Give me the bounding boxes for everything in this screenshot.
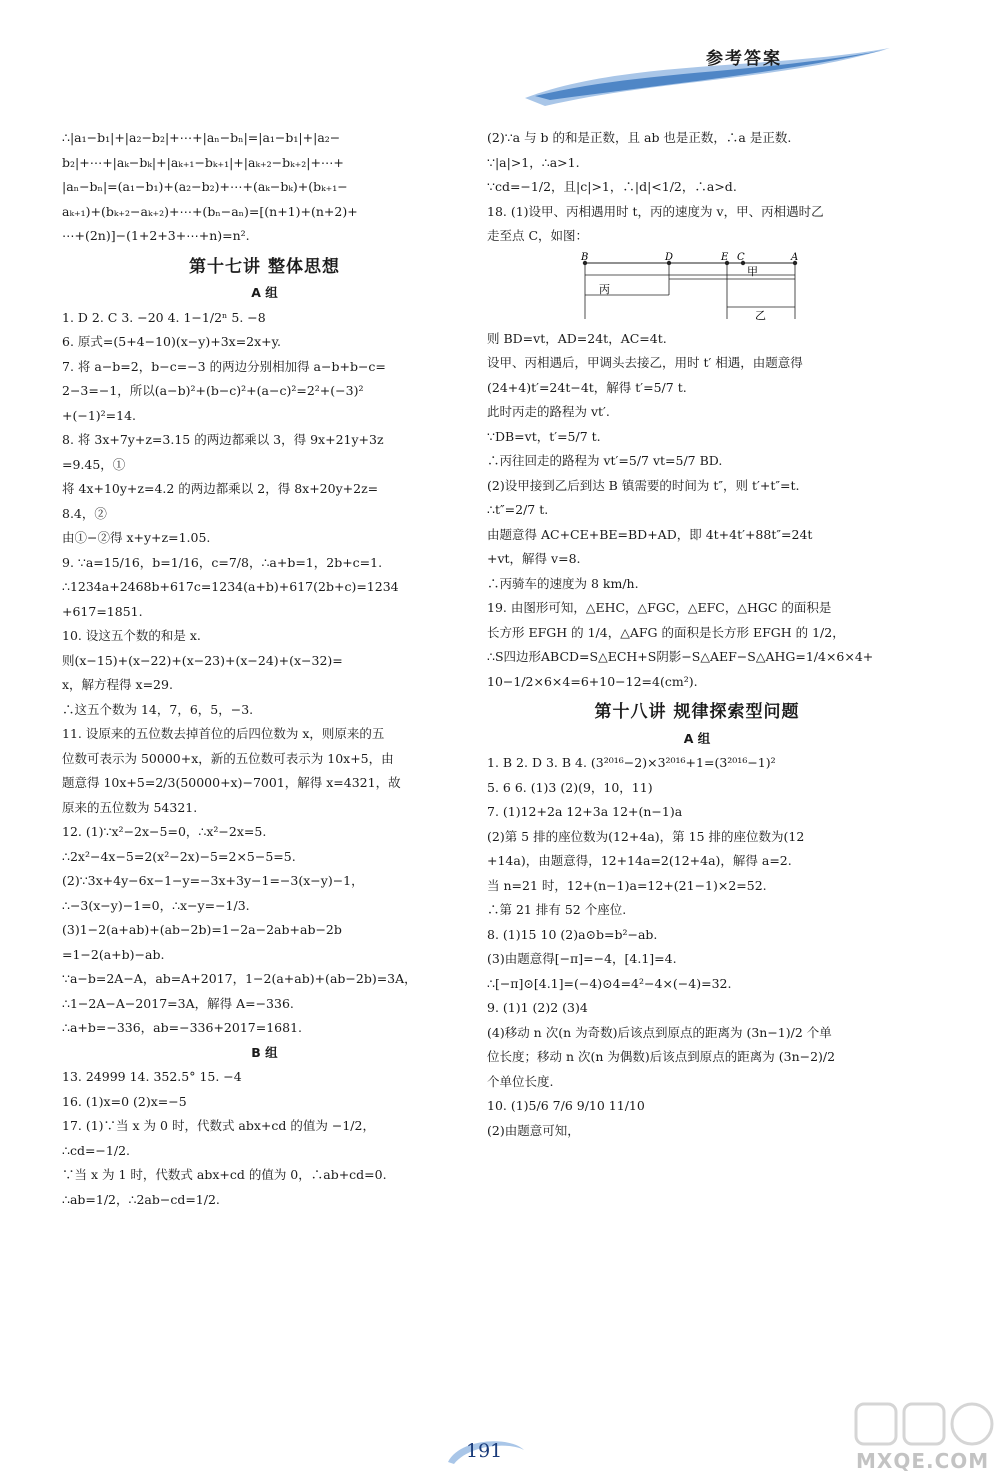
- right-column: [487, 126, 907, 1143]
- right-mid-line: 则 BD=vt，AD=24t，AC=4t.: [487, 330, 667, 346]
- right-mid-block: [487, 327, 907, 695]
- group-a-label-18: A 组: [683, 730, 711, 746]
- right-group-a-line: 10. (1)5/6 7/6 9/10 11/10: [487, 1098, 645, 1113]
- right-group-a-line: ∴[−π]⊙[4.1]=(−4)⊙4=4²−4×(−4)=32.: [487, 975, 732, 991]
- right-mid-line: ∵DB=vt，t′=5/7 t.: [487, 428, 601, 444]
- left-group-a-line: 则(x−15)+(x−22)+(x−23)+(x−24)+(x−32)=: [62, 652, 343, 668]
- left-top-line: ⋯+(2n)]−(1+2+3+⋯+n)=n².: [62, 228, 250, 243]
- right-top-line: ∵cd=−1/2，且|c|>1，∴|d|<1/2，∴a>d.: [487, 179, 737, 194]
- left-group-a-line: ∴1234a+2468b+617c=1234(a+b)+617(2b+c)=1234: [62, 579, 399, 594]
- left-group-a-line: (2)∵3x+4y−6x−1−y=−3x+3y−1=−3(x−y)−1，: [62, 873, 364, 888]
- right-mid-line: 由题意得 AC+CE+BE=BD+AD，即 4t+4t′+88t″=24t: [487, 526, 813, 542]
- left-group-a-line: 8.4，②: [62, 505, 107, 521]
- left-top-line: |aₙ−bₙ|=(a₁−b₁)+(a₂−b₂)+⋯+(aₖ−bₖ)+(bₖ₊₁−: [62, 179, 348, 194]
- right-group-a-line: 8. (1)15 10 (2)a⊙b=b²−ab.: [487, 926, 658, 942]
- left-group-a-line: 位数可表示为 50000+x，新的五位数可表示为 10x+5，由: [62, 750, 394, 766]
- right-group-a-line: (2)第 5 排的座位数为(12+4a)，第 15 排的座位数为(12: [487, 828, 805, 844]
- header-swoosh-decoration: [505, 40, 895, 110]
- right-top-line: 走至点 C，如图：: [487, 228, 589, 243]
- left-group-a-line: 原来的五位数为 54321.: [62, 799, 198, 815]
- left-group-a-line: 8. 将 3x+7y+z=3.15 的两边都乘以 3，得 9x+21y+3z: [62, 432, 384, 447]
- label-yi: 乙: [755, 308, 766, 322]
- right-mid-line: ∴S四边形ABCD=S△ECH+S阴影−S△AEF−S△AHG=1/4×6×4+: [487, 649, 874, 664]
- left-group-a-line: 11. 设原来的五位数去掉首位的后四位数为 x，则原来的五: [62, 726, 385, 741]
- left-group-a-line: 9. ∵a=15/16，b=1/16，c=7/8，∴a+b=1，2b+c=1.: [62, 554, 383, 570]
- left-group-b-line: ∴cd=−1/2.: [62, 1142, 130, 1158]
- left-group-a-line: x，解方程得 x=29.: [62, 677, 173, 692]
- right-mid-line: 长方形 EFGH 的 1/4，△AFG 的面积是长方形 EFGH 的 1/2，: [487, 624, 845, 640]
- right-group-a-block: [487, 751, 907, 1143]
- point-label-e: E: [721, 251, 729, 263]
- watermark-text: MXQE.COM: [856, 1449, 990, 1473]
- left-group-a-line: 7. 将 a−b=2，b−c=−3 的两边分别相加得 a−b+b−c=: [62, 358, 386, 374]
- group-a-label-17: A 组: [251, 285, 278, 300]
- section-title-18: 第十八讲 规律探索型问题: [594, 702, 800, 722]
- left-group-b-line: 13. 24999 14. 352.5° 15. −4: [62, 1069, 242, 1084]
- left-group-a-line: 1. D 2. C 3. −20 4. 1−1/2ⁿ 5. −8: [62, 309, 266, 325]
- left-group-a-line: ∴2x²−4x−5=2(x²−2x)−5=2×5−5=5.: [62, 848, 296, 864]
- right-group-a-line: (4)移动 n 次(n 为奇数)后该点到原点的距离为 (3n−1)/2 个单: [487, 1024, 832, 1040]
- right-mid-line: (2)设甲接到乙后到达 B 镇需要的时间为 t″，则 t′+t″=t.: [487, 477, 800, 493]
- right-top-line: ∵|a|>1，∴a>1.: [487, 154, 580, 170]
- right-mid-line: 设甲、丙相遇后，甲调头去接乙，用时 t′ 相遇，由题意得: [487, 355, 803, 370]
- left-group-a-line: (3)1−2(a+ab)+(ab−2b)=1−2a−2ab+ab−2b: [62, 922, 342, 937]
- right-group-a-line: 5. 6 6. (1)3 (2)(9，10，11): [487, 779, 653, 795]
- left-group-a-line: 2−3=−1，所以(a−b)²+(b−c)²+(a−c)²=2²+(−3)²: [62, 383, 364, 398]
- point-label-d: D: [665, 251, 674, 263]
- left-group-b-line: ∵当 x 为 1 时，代数式 abx+cd 的值为 0，∴ab+cd=0.: [62, 1167, 387, 1182]
- page-number: 191: [466, 1440, 503, 1462]
- right-group-a-line: 个单位长度.: [487, 1073, 554, 1089]
- right-mid-line: ∴t″=2/7 t.: [487, 502, 549, 517]
- left-group-a-line: ∴a+b=−336，ab=−336+2017=1681.: [62, 1020, 302, 1035]
- label-bing: 丙: [599, 282, 610, 296]
- left-group-a-line: ∵a−b=2A−A，ab=A+2017，1−2(a+ab)+(ab−2b)=3A，: [62, 971, 417, 986]
- right-group-a-line: 当 n=21 时，12+(n−1)a=12+(21−1)×2=52.: [487, 877, 767, 893]
- left-group-b-line: 16. (1)x=0 (2)x=−5: [62, 1093, 187, 1109]
- left-group-a-line: 题意得 10x+5=2/3(50000+x)−7001，解得 x=4321，故: [62, 775, 401, 790]
- left-group-a-line: +(−1)²=14.: [62, 407, 137, 423]
- figure-18-diagram: [577, 251, 807, 323]
- right-top-line: (2)∵a 与 b 的和是正数，且 ab 也是正数，∴a 是正数.: [487, 130, 792, 145]
- point-label-b: B: [581, 251, 589, 263]
- right-group-a-line: +14a)，由题意得，12+14a=2(12+4a)，解得 a=2.: [487, 853, 792, 868]
- right-group-a-line: 9. (1)1 (2)2 (3)4: [487, 1000, 588, 1015]
- left-top-line: ∴|a₁−b₁|+|a₂−b₂|+⋯+|aₙ−bₙ|=|a₁−b₁|+|a₂−: [62, 130, 341, 145]
- point-label-c: C: [737, 251, 745, 263]
- right-mid-line: 10−1/2×6×4=6+10−12=4(cm²).: [487, 673, 698, 689]
- left-group-a-line: ∴这五个数为 14，7，6，5，−3.: [62, 701, 254, 717]
- right-top-line: 18. (1)设甲、丙相遇用时 t，丙的速度为 v，甲、丙相遇时乙: [487, 203, 824, 219]
- right-mid-line: (24+4)t′=24t−4t，解得 t′=5/7 t.: [487, 379, 687, 395]
- page-number-badge: [440, 1432, 530, 1472]
- left-group-a-line: ∴−3(x−y)−1=0，∴x−y=−1/3.: [62, 897, 250, 913]
- right-group-a-line: ∴第 21 排有 52 个座位.: [487, 902, 627, 917]
- left-group-a-line: +617=1851.: [62, 603, 143, 619]
- left-top-line: aₖ₊₁)+(bₖ₊₂−aₖ₊₂)+⋯+(bₙ−aₙ)=[(n+1)+(n+2)+: [62, 203, 358, 219]
- point-label-a: A: [791, 251, 799, 263]
- left-group-b-line: ∴ab=1/2，∴2ab−cd=1/2.: [62, 1191, 220, 1207]
- right-group-a-line: (3)由题意得[−π]=−4，[4.1]=4.: [487, 951, 677, 966]
- right-mid-line: +vt，解得 v=8.: [487, 551, 581, 566]
- group-b-label-17: B 组: [251, 1044, 278, 1060]
- right-mid-line: 19. 由图形可知，△EHC，△FGC，△EFC，△HGC 的面积是: [487, 600, 832, 615]
- left-group-b-block: [62, 1065, 467, 1212]
- left-group-a-line: =1−2(a+b)−ab.: [62, 946, 165, 962]
- right-top-block: [487, 126, 907, 249]
- left-top-block: [62, 126, 467, 249]
- right-mid-line: ∴丙往回走的路程为 vt′=5/7 vt=5/7 BD.: [487, 453, 723, 468]
- right-group-a-line: 7. (1)12+2a 12+3a 12+(n−1)a: [487, 804, 683, 819]
- left-group-a-line: 由①−②得 x+y+z=1.05.: [62, 530, 211, 545]
- left-group-a-block: [62, 306, 467, 1041]
- left-group-a-line: ∴1−2A−A−2017=3A，解得 A=−336.: [62, 995, 294, 1011]
- right-mid-line: ∴丙骑车的速度为 8 km/h.: [487, 575, 639, 591]
- left-group-a-line: =9.45，①: [62, 456, 126, 472]
- right-group-a-line: 位长度；移动 n 次(n 为偶数)后该点到原点的距离为 (3n−2)/2: [487, 1049, 836, 1064]
- segment-diagram: [577, 251, 807, 323]
- right-group-a-line: (2)由题意可知，: [487, 1122, 580, 1138]
- left-group-a-line: 6. 原式=(5+4−10)(x−y)+3x=2x+y.: [62, 334, 282, 349]
- label-jia: 甲: [747, 264, 758, 278]
- right-group-a-line: 1. B 2. D 3. B 4. (3²⁰¹⁶−2)×3²⁰¹⁶+1=(3²⁰¹⁶−1)²: [487, 755, 776, 770]
- left-column: [62, 126, 467, 1212]
- left-group-a-line: 10. 设这五个数的和是 x.: [62, 628, 201, 643]
- section-title-17: 第十七讲 整体思想: [189, 256, 340, 277]
- left-top-line: b₂|+⋯+|aₖ−bₖ|+|aₖ₊₁−bₖ₊₁|+|aₖ₊₂−bₖ₊₂|+⋯+: [62, 154, 344, 170]
- left-group-a-line: 将 4x+10y+z=4.2 的两边都乘以 2，得 8x+20y+2z=: [62, 481, 379, 496]
- left-group-a-line: 12. (1)∵x²−2x−5=0，∴x²−2x=5.: [62, 824, 267, 839]
- header-title: 参考答案: [706, 49, 782, 69]
- right-mid-line: 此时丙走的路程为 vt′.: [487, 404, 610, 419]
- left-group-b-line: 17. (1)∵当 x 为 0 时，代数式 abx+cd 的值为 −1/2，: [62, 1118, 375, 1133]
